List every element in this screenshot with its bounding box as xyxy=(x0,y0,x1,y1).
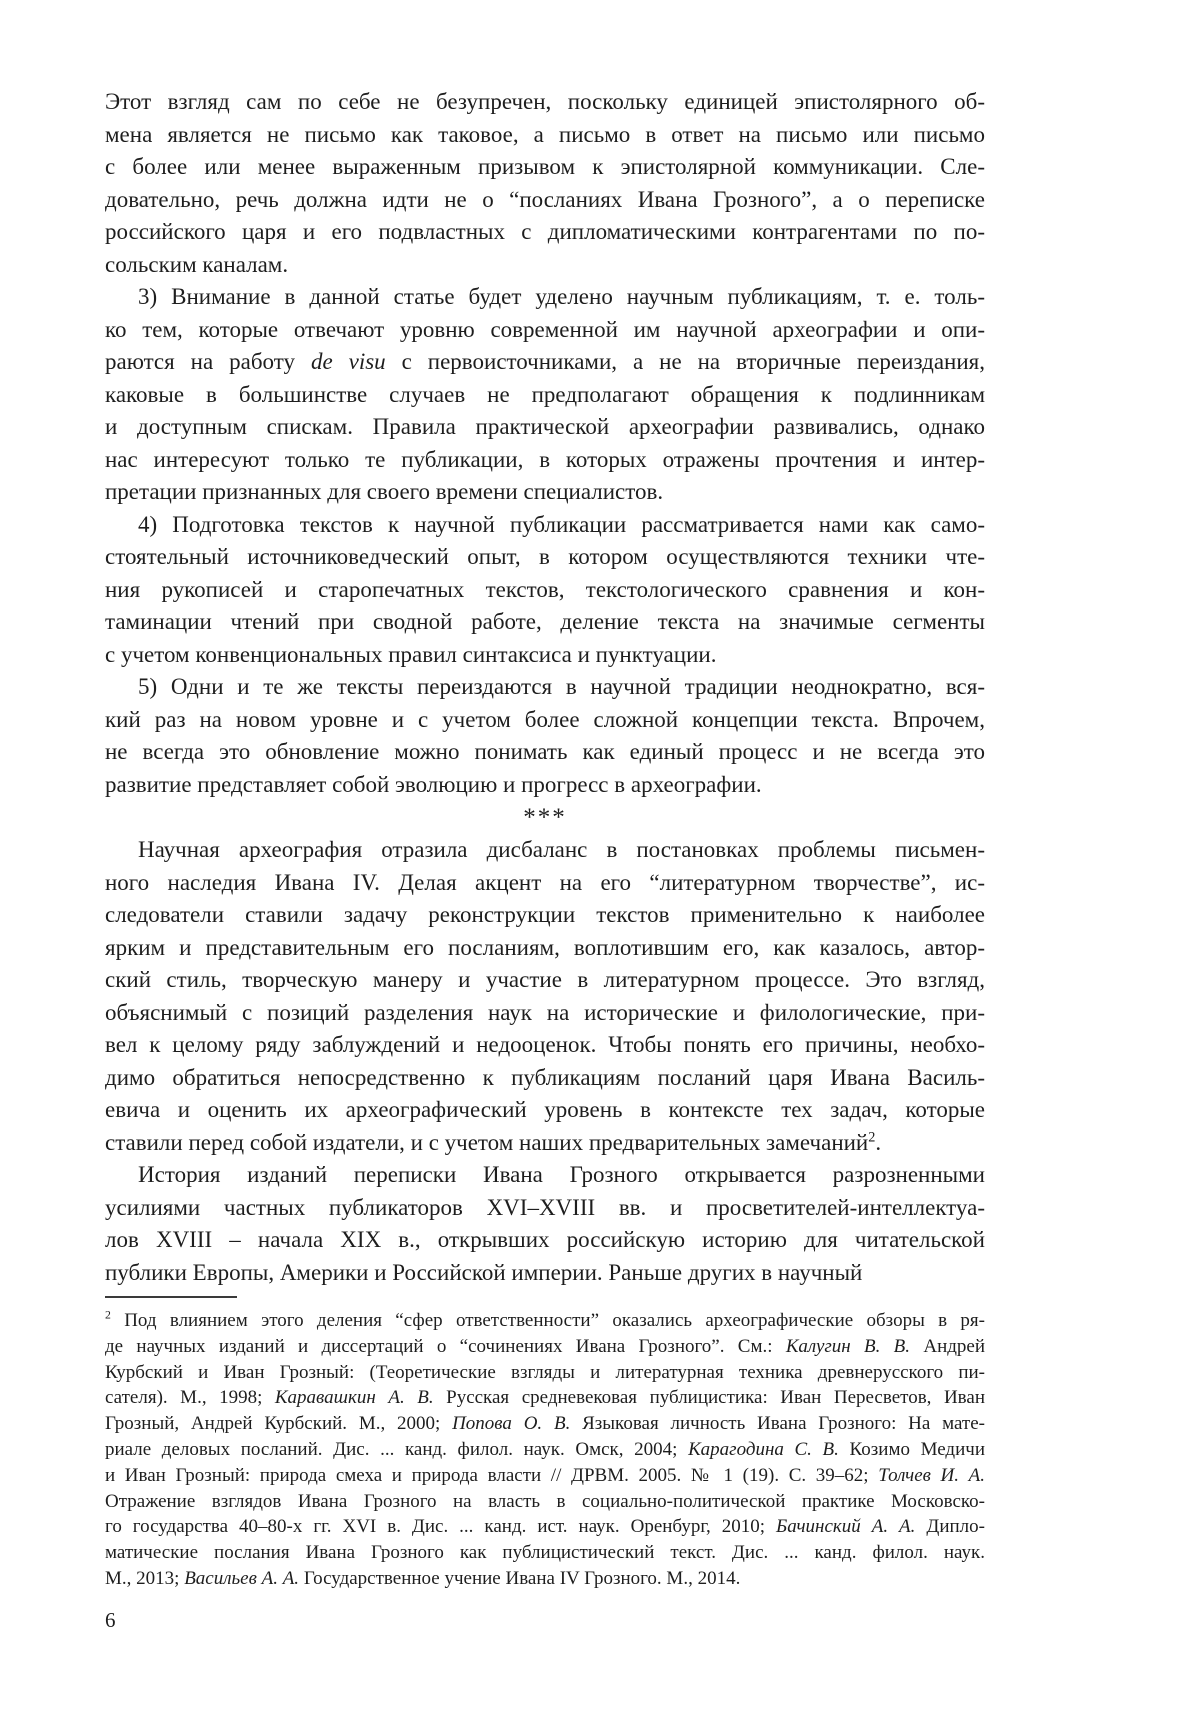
text-segment: Дипло- xyxy=(915,1516,985,1538)
text-segment: Курбский и Иван Грозный: (Теоретические взгляды и литературная техника древнерусского пи- xyxy=(105,1361,985,1383)
text-segment: стоятельный источниковедческий опыт, в котором осуществляются техники чте- xyxy=(105,544,985,569)
page-number: 6 xyxy=(105,1607,116,1632)
text-segment: довательно, речь должна идти не о “посланиях Ивана Грозного”, а о переписке xyxy=(105,186,985,212)
paragraph xyxy=(105,834,985,1159)
text-column xyxy=(105,86,985,1632)
italic-text: Калугин В. В. xyxy=(785,1335,911,1357)
body-line xyxy=(105,86,985,119)
footnote-line xyxy=(105,1385,985,1411)
text-segment: ного наследия Ивана IV. Делая акцент на его “литературном творчестве”, ис- xyxy=(105,869,985,895)
text-segment: не всегда это обновление можно понимать как единый процесс и не всегда это xyxy=(105,739,985,764)
text-segment: претации признанных для своего времени специалистов. xyxy=(105,479,664,504)
paragraph xyxy=(105,281,985,509)
text-segment: развитие представляет собой эволюцию и прогресс в археографии. xyxy=(105,771,762,797)
text-segment: матические послания Ивана Грозного как публицистический текст. Дис. ... канд. филол. наук. xyxy=(105,1542,985,1564)
paragraph xyxy=(105,1159,985,1289)
text-segment: евича и оценить их археографический уровень в контексте тех задач, которые xyxy=(105,1097,985,1122)
text-segment: вел к целому ряду заблуждений и недооценок. Чтобы понять его причины, необхо- xyxy=(105,1032,985,1057)
text-segment: усилиями частных публикаторов XVI–XVIII вв. и просветителей-интеллектуа- xyxy=(105,1194,985,1220)
body-line xyxy=(105,1257,985,1290)
body-line xyxy=(105,119,985,152)
footnote-line xyxy=(105,1360,985,1386)
body-line xyxy=(105,964,985,997)
text-segment: российского царя и его подвластных с дипломатическими контрагентами по по- xyxy=(105,219,985,244)
text-segment: 3) Внимание в данной статье будет уделено научным публикациям, т. е. толь- xyxy=(138,284,985,309)
text-segment: 5) Одни и те же тексты переиздаются в научной традиции неоднократно, вся- xyxy=(138,674,985,699)
text-segment: с учетом конвенциональных правил синтаксиса и пунктуации. xyxy=(105,641,717,667)
body-line xyxy=(105,704,985,737)
text-segment: публики Европы, Америки и Российской империи. Раньше других в научный xyxy=(105,1259,863,1285)
paragraph xyxy=(105,671,985,801)
body-line xyxy=(105,184,985,217)
italic-text: Попова О. В. xyxy=(452,1413,571,1435)
text-segment: с более или менее выраженным призывом к эпистолярной коммуникации. Сле- xyxy=(105,154,985,179)
text-segment: ко тем, которые отвечают уровню современной им научной археографии и опи- xyxy=(105,316,985,342)
body-line xyxy=(105,1062,985,1095)
body-line xyxy=(105,216,985,249)
body-line xyxy=(105,314,985,347)
body-line xyxy=(105,1094,985,1127)
text-segment: Государственное учение Ивана IV Грозного. М., 2014. xyxy=(299,1567,741,1589)
footnote-line xyxy=(105,1514,985,1540)
body-line xyxy=(105,444,985,477)
body-line xyxy=(105,736,985,769)
text-segment: Андрей xyxy=(910,1335,985,1357)
text-segment: История изданий переписки Ивана Грозного открывается разрозненными xyxy=(138,1162,985,1187)
body-line xyxy=(105,151,985,184)
body-line xyxy=(105,899,985,932)
text-segment: ставили перед собой издатели, и с учетом наших предварительных замечаний xyxy=(105,1129,869,1155)
main-text xyxy=(105,86,985,1289)
text-segment: каковые в большинстве случаев не предполагают обращения к подлинникам xyxy=(105,381,985,407)
body-line xyxy=(105,769,985,802)
body-line xyxy=(105,574,985,607)
text-segment: Русская средневековая публицистика: Иван Пересветов, Иван xyxy=(433,1387,985,1409)
footnote-line xyxy=(105,1308,985,1334)
footnote-line xyxy=(105,1437,985,1463)
footnote-reference-marker: 2 xyxy=(868,1128,876,1145)
text-segment: раются на работу xyxy=(105,349,311,374)
text-segment: сольским каналам. xyxy=(105,251,289,277)
footnote-paragraph xyxy=(105,1308,985,1592)
text-segment: димо обратиться непосредственно к публикациям посланий царя Ивана Василь- xyxy=(105,1064,985,1090)
footnote-line xyxy=(105,1566,985,1592)
footnote-line xyxy=(105,1463,985,1489)
text-segment: кий раз на новом уровне и с учетом более сложной концепции текста. Впрочем, xyxy=(105,706,985,732)
text-segment: Языковая личность Ивана Грозного: На мате- xyxy=(570,1413,985,1435)
section-divider: *** xyxy=(523,804,567,831)
text-segment: Отражение взглядов Ивана Грозного на власть в социально-политической практике Московско- xyxy=(105,1490,985,1512)
paragraph xyxy=(105,86,985,281)
body-line xyxy=(105,1127,985,1160)
footnote-reference-marker: 2 xyxy=(105,1308,111,1322)
footnote-line xyxy=(105,1540,985,1566)
body-line xyxy=(105,411,985,444)
text-segment: и доступным спискам. Правила практической археографии развивались, однако xyxy=(105,414,985,439)
body-line xyxy=(105,1029,985,1062)
text-segment: лов XVIII – начала XIX в., открывших российскую историю для читательской xyxy=(105,1227,985,1252)
body-line xyxy=(105,379,985,412)
text-segment: Грозный, Андрей Курбский. М., 2000; xyxy=(105,1413,453,1435)
body-line xyxy=(105,476,985,509)
text-segment: . xyxy=(875,1129,882,1155)
text-segment: ский стиль, творческую манеру и участие в литературном процессе. Это взгляд, xyxy=(105,967,985,992)
text-segment: Под влиянием этого деления “сфер ответственности” оказались археографические обзоры в ря- xyxy=(110,1310,985,1331)
body-line xyxy=(105,346,985,379)
text-segment: следователи ставили задачу реконструкции текстов применительно к наиболее xyxy=(105,902,985,927)
text-segment: объяснимый с позиций разделения наук на исторические и филологические, при- xyxy=(105,999,985,1025)
body-line xyxy=(105,639,985,672)
text-segment: ния рукописей и старопечатных текстов, текстологического сравнения и кон- xyxy=(105,576,985,602)
text-segment: ярким и представительным его посланиям, воплотившим его, как казалось, автор- xyxy=(105,934,985,960)
italic-text: Бачинский А. А. xyxy=(776,1516,916,1538)
text-segment: де научных изданий и диссертаций о “сочинениях Ивана Грозного”. См.: xyxy=(105,1335,786,1357)
body-line xyxy=(105,606,985,639)
footnote-line xyxy=(105,1334,985,1360)
text-segment: и Иван Грозный: природа смеха и природа власти // ДРВМ. 2005. № 1 (19). С. 39–62; xyxy=(105,1464,879,1486)
body-line xyxy=(105,834,985,867)
body-line xyxy=(105,1224,985,1257)
body-line xyxy=(105,997,985,1030)
text-segment: с первоисточниками, а не на вторичные переиздания, xyxy=(385,349,985,374)
footnote xyxy=(105,1308,985,1592)
footnote-line xyxy=(105,1411,985,1437)
text-segment: 4) Подготовка текстов к научной публикации рассматривается нами как само- xyxy=(138,511,985,537)
body-line xyxy=(105,509,985,542)
text-segment: таминации чтений при сводной работе, деление текста на значимые сегменты xyxy=(105,609,985,634)
body-line xyxy=(105,541,985,574)
italic-text: Толчев И. А. xyxy=(878,1464,986,1486)
text-segment: сателя). М., 1998; xyxy=(105,1387,275,1409)
text-segment: М., 2013; xyxy=(105,1567,185,1589)
footnote-separator xyxy=(105,1296,237,1298)
text-segment: Научная археография отразила дисбаланс в постановках проблемы письмен- xyxy=(138,837,985,862)
body-line xyxy=(105,249,985,282)
paragraph xyxy=(105,509,985,672)
text-segment: риале деловых посланий. Дис. ... канд. филол. наук. Омск, 2004; xyxy=(105,1438,689,1460)
body-line xyxy=(105,1159,985,1192)
body-line xyxy=(105,671,985,704)
text-segment: мена является не письмо как таковое, а письмо в ответ на письмо или письмо xyxy=(105,121,985,147)
body-line xyxy=(105,867,985,900)
text-segment: го государства 40–80-х гг. XVI в. Дис. ... канд. ист. наук. Оренбург, 2010; xyxy=(105,1516,776,1538)
footnote-line xyxy=(105,1489,985,1515)
body-line xyxy=(105,281,985,314)
text-segment: нас интересуют только те публикации, в которых отражены прочтения и интер- xyxy=(105,446,985,472)
italic-text: Васильев А. А. xyxy=(184,1567,300,1589)
body-line xyxy=(105,1192,985,1225)
text-segment: Этот взгляд сам по себе не безупречен, поскольку единицей эпистолярного об- xyxy=(105,89,985,114)
text-segment: Козимо Медичи xyxy=(838,1438,985,1460)
body-line xyxy=(105,932,985,965)
italic-text: Каравашкин А. В. xyxy=(274,1387,434,1409)
italic-text: de visu xyxy=(310,349,386,374)
italic-text: Карагодина С. В. xyxy=(688,1438,839,1460)
